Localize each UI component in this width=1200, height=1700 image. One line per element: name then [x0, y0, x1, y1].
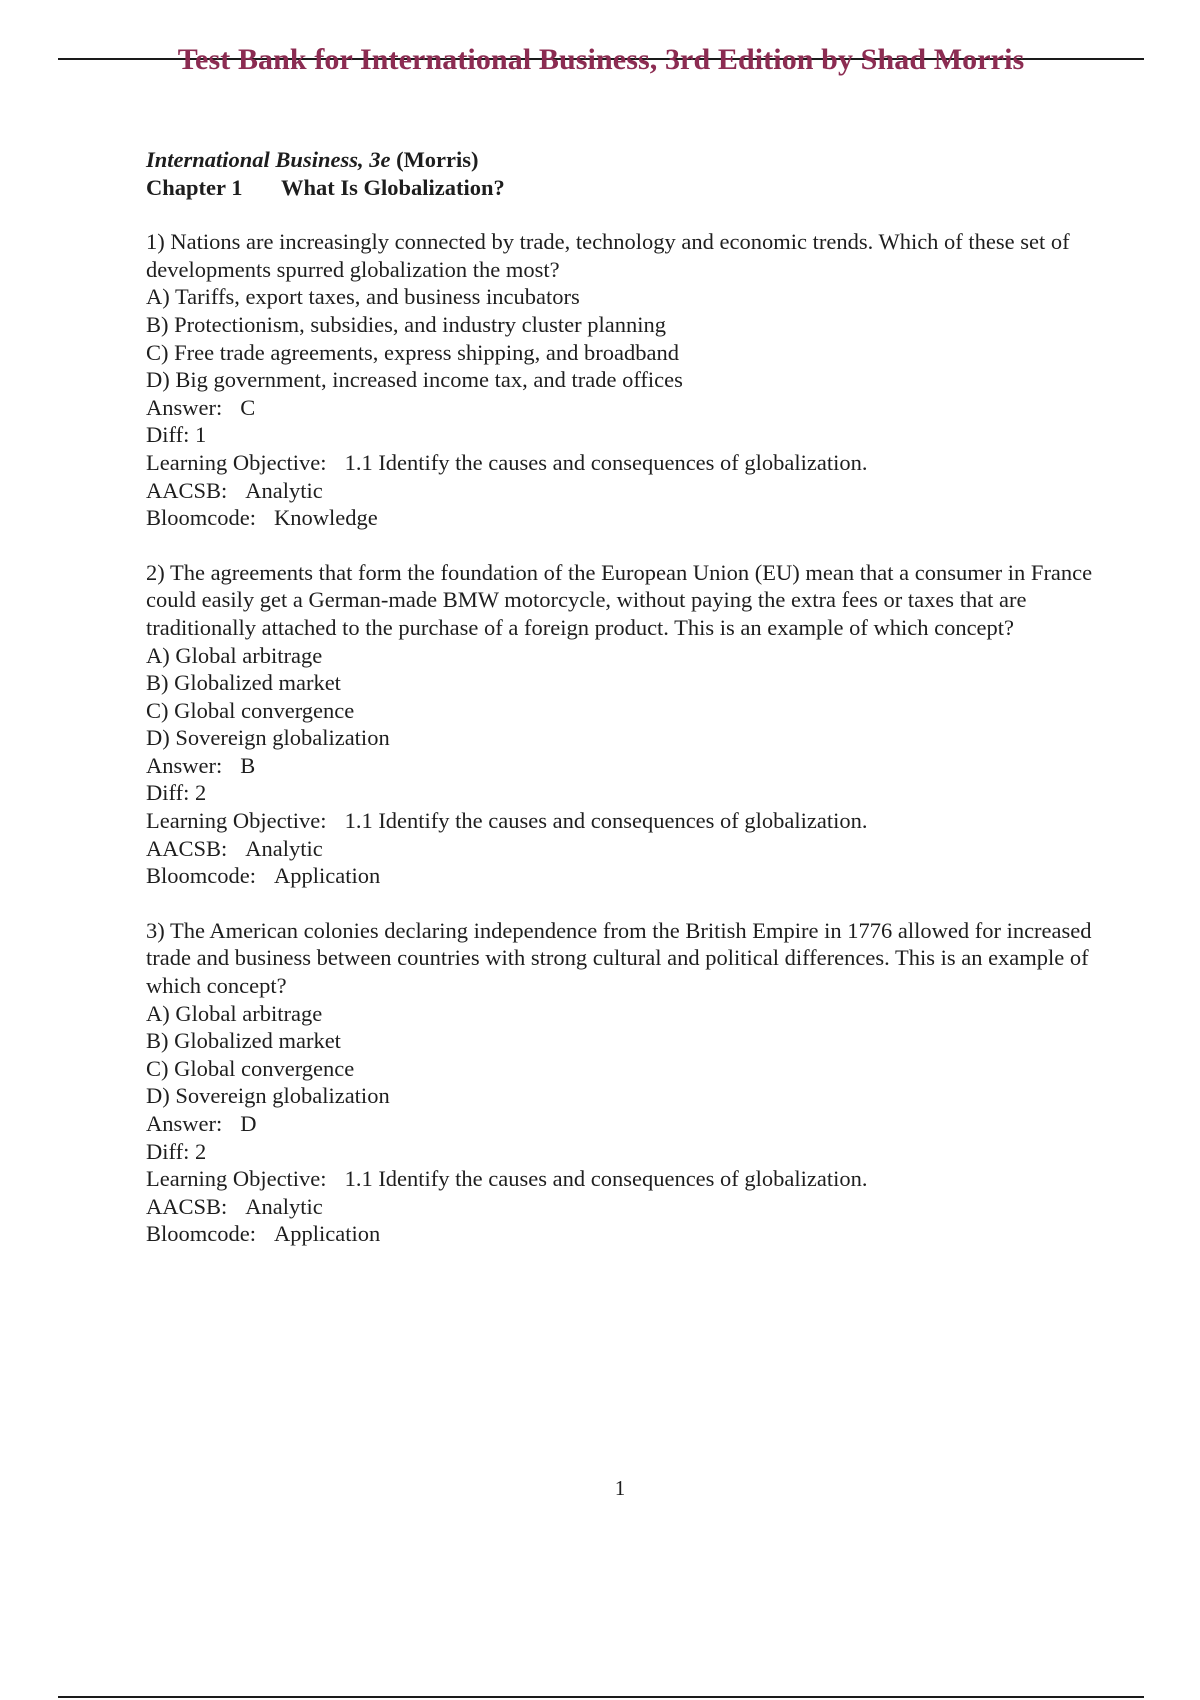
learning-objective-line	[146, 807, 1106, 835]
option-c: C) Global convergence	[146, 697, 355, 723]
aacsb-value: Analytic	[245, 1193, 323, 1219]
chapter-number: Chapter 1	[146, 174, 243, 200]
page-number: 1	[614, 1476, 626, 1500]
book-heading	[146, 146, 1106, 174]
learning-objective-value: 1.1 Identify the causes and consequences of globalization.	[344, 1166, 868, 1192]
banner-title: Test Bank for International Business, 3rd Edition by Shad Morris	[177, 43, 1025, 76]
document-body	[146, 146, 1106, 1248]
question-stem: 3) The American colonies declaring independence from the British Empire in 1776 allowed for increased trade and business between countries with strong cultural and political differences. This is an example of which concept?	[146, 917, 1092, 999]
answer-value: B	[240, 752, 256, 778]
option-a: A) Global arbitrage	[146, 642, 323, 668]
aacsb-line	[146, 835, 1106, 863]
bloomcode-line	[146, 504, 1106, 532]
aacsb-label: AACSB:	[146, 835, 228, 861]
aacsb-label: AACSB:	[146, 1193, 228, 1219]
bloomcode-label: Bloomcode:	[146, 863, 256, 889]
bloomcode-label: Bloomcode:	[146, 1221, 256, 1247]
learning-objective-value: 1.1 Identify the causes and consequences of globalization.	[344, 449, 868, 475]
answer-label: Answer:	[146, 752, 223, 778]
answer-line	[146, 394, 1106, 422]
footer-rule	[58, 1696, 1144, 1698]
learning-objective-label: Learning Objective:	[146, 808, 327, 834]
answer-line	[146, 752, 1106, 780]
book-author: (Morris)	[396, 147, 479, 172]
bloomcode-line	[146, 862, 1106, 890]
learning-objective-label: Learning Objective:	[146, 449, 327, 475]
answer-value: C	[240, 394, 256, 420]
option-a: A) Global arbitrage	[146, 1000, 323, 1026]
aacsb-line	[146, 477, 1106, 505]
learning-objective-line	[146, 1165, 1106, 1193]
book-title: International Business, 3e	[146, 147, 391, 172]
question-2	[146, 559, 1106, 890]
diff-line	[146, 421, 1106, 449]
answer-value: D	[240, 1111, 257, 1136]
diff-value: 2	[194, 780, 207, 806]
question-3	[146, 917, 1106, 1248]
learning-objective-value: 1.1 Identify the causes and consequences of globalization.	[344, 808, 868, 834]
aacsb-label: AACSB:	[146, 477, 228, 503]
diff-value: 1	[194, 422, 207, 448]
diff-label: Diff:	[146, 422, 190, 448]
chapter-heading	[146, 174, 1106, 202]
option-b: B) Globalized market	[146, 1028, 341, 1054]
diff-line	[146, 779, 1106, 807]
bloomcode-value: Knowledge	[273, 505, 378, 531]
question-stem: 2) The agreements that form the foundation of the European Union (EU) mean that a consumer in France could easily get a German-made BMW motorcycle, without paying the extra fees or taxes that are traditionally attached to the purchase of a foreign product. This is an example of which concept?	[146, 559, 1093, 640]
document-banner	[58, 38, 1144, 82]
diff-line	[146, 1138, 1106, 1166]
aacsb-value: Analytic	[245, 477, 323, 503]
bloomcode-line	[146, 1220, 1106, 1248]
diff-label: Diff:	[146, 1138, 190, 1164]
learning-objective-label: Learning Objective:	[146, 1166, 327, 1192]
option-d: D) Sovereign globalization	[146, 725, 390, 751]
question-1	[146, 228, 1106, 532]
answer-label: Answer:	[146, 394, 223, 420]
option-b: B) Protectionism, subsidies, and industry cluster planning	[146, 311, 666, 337]
aacsb-line	[146, 1193, 1106, 1221]
option-c: C) Free trade agreements, express shipping, and broadband	[146, 339, 679, 365]
answer-label: Answer:	[146, 1111, 223, 1136]
option-d: D) Big government, increased income tax, and trade offices	[146, 367, 683, 393]
option-d: D) Sovereign globalization	[146, 1083, 390, 1109]
bloomcode-label: Bloomcode:	[146, 505, 256, 531]
answer-line	[146, 1110, 1106, 1138]
option-b: B) Globalized market	[146, 670, 341, 696]
chapter-title: What Is Globalization?	[281, 174, 505, 200]
question-stem: 1) Nations are increasingly connected by trade, technology and economic trends. Which of these set of developments spurred globalization the most?	[146, 229, 1070, 282]
option-a: A) Tariffs, export taxes, and business incubators	[146, 284, 580, 310]
aacsb-value: Analytic	[245, 835, 323, 861]
diff-value: 2	[194, 1138, 207, 1164]
bloomcode-value: Application	[273, 863, 381, 889]
diff-label: Diff:	[146, 780, 190, 806]
option-c: C) Global convergence	[146, 1055, 355, 1081]
bloomcode-value: Application	[273, 1221, 381, 1247]
learning-objective-line	[146, 449, 1106, 477]
